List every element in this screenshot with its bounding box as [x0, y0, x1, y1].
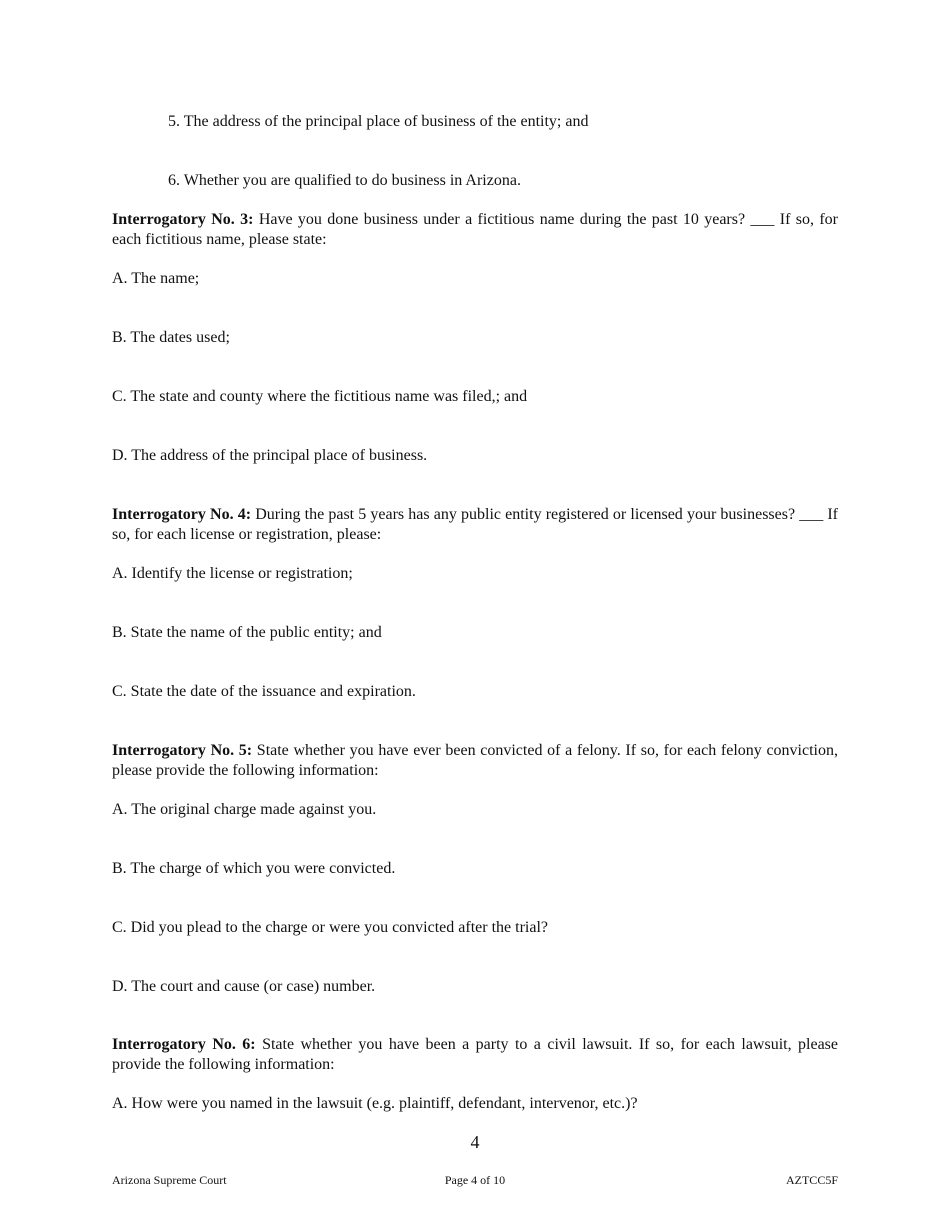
list-item-6: 6. Whether you are qualified to do business in Arizona. — [168, 172, 521, 189]
footer-center: Page 4 of 10 — [444, 1173, 506, 1187]
interrogatory-3-paragraph — [112, 210, 838, 250]
footer-left: Arizona Supreme Court — [112, 1173, 227, 1187]
interrogatory-3-heading: Interrogatory No. 3: — [112, 211, 254, 228]
interrogatory-5-heading: Interrogatory No. 5: — [112, 742, 253, 759]
interrogatory-4-heading: Interrogatory No. 4: — [112, 506, 252, 523]
interrogatory-4-item-a: A. Identify the license or registration; — [112, 565, 353, 582]
interrogatory-5-item-c: C. Did you plead to the charge or were you convicted after the trial? — [112, 919, 548, 936]
interrogatory-5-item-a: A. The original charge made against you. — [112, 801, 377, 818]
interrogatory-3-item-a: A. The name; — [112, 270, 200, 287]
footer-right: AZTCC5F — [785, 1173, 838, 1187]
interrogatory-6-paragraph — [112, 1035, 838, 1075]
interrogatory-5-paragraph — [112, 741, 838, 781]
interrogatory-5-item-d: D. The court and cause (or case) number. — [112, 978, 376, 995]
interrogatory-3-item-b: B. The dates used; — [112, 329, 230, 346]
interrogatory-6-item-a: A. How were you named in the lawsuit (e.g. plaintiff, defendant, intervenor, etc.)? — [112, 1095, 638, 1112]
page-number: 4 — [470, 1132, 480, 1152]
interrogatory-4-paragraph — [112, 505, 838, 545]
interrogatory-5-text: State whether you have ever been convicted of a felony. If so, for each felony conviction, please provide the following information: — [112, 742, 838, 779]
interrogatory-3-item-c: C. The state and county where the fictitious name was filed,; and — [112, 388, 528, 405]
interrogatory-4-item-b: B. State the name of the public entity; and — [112, 624, 382, 641]
interrogatory-4-item-c: C. State the date of the issuance and expiration. — [112, 683, 416, 700]
interrogatory-3-item-d: D. The address of the principal place of business. — [112, 447, 428, 464]
interrogatory-3-text: Have you done business under a fictitious name during the past 10 years? ___ If so, for each fictitious name, please state: — [112, 211, 839, 248]
interrogatory-5-item-b: B. The charge of which you were convicted. — [112, 860, 396, 877]
list-item-5: 5. The address of the principal place of business of the entity; and — [168, 113, 589, 130]
interrogatory-4-text: During the past 5 years has any public entity registered or licensed your businesses? ___ If so, for each license or registration, please: — [112, 506, 839, 543]
interrogatory-6-text: State whether you have been a party to a civil lawsuit. If so, for each lawsuit, please provide the following information: — [112, 1036, 839, 1073]
interrogatory-6-heading: Interrogatory No. 6: — [112, 1036, 256, 1053]
